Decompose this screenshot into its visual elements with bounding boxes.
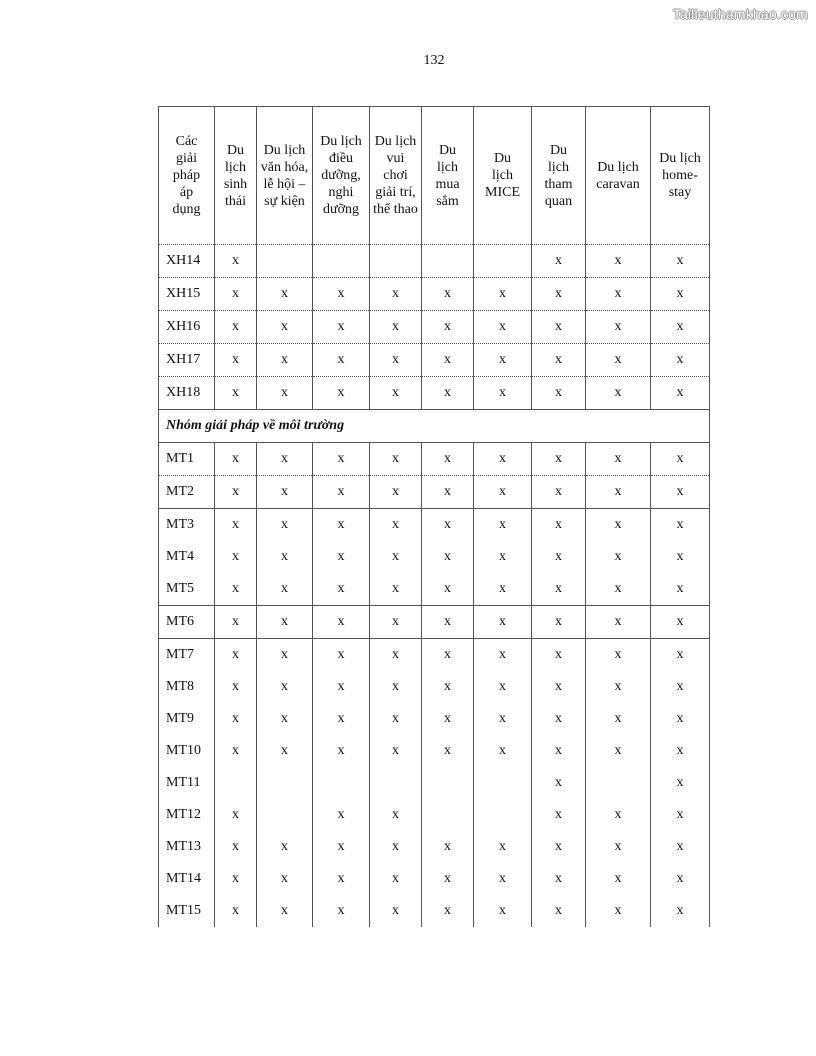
mark-cell: x (532, 703, 586, 735)
mark-cell: x (532, 311, 586, 344)
mark-cell: x (586, 541, 651, 573)
mark-cell: x (586, 799, 651, 831)
mark-cell: x (257, 671, 313, 703)
mark-cell: x (257, 541, 313, 573)
mark-cell: x (532, 606, 586, 639)
mark-cell (370, 767, 422, 799)
mark-cell: x (586, 443, 651, 476)
mark-cell: x (313, 895, 370, 927)
mark-cell: x (215, 377, 257, 410)
mark-cell: x (215, 541, 257, 573)
mark-cell: x (215, 735, 257, 767)
mark-cell: x (651, 573, 710, 606)
mark-cell (370, 245, 422, 278)
group-title: Nhóm giải pháp về môi trường (159, 410, 710, 443)
mark-cell: x (586, 895, 651, 927)
mark-cell: x (215, 443, 257, 476)
table-row (159, 509, 710, 542)
mark-cell: x (586, 509, 651, 542)
mark-cell: x (257, 476, 313, 509)
mark-cell: x (422, 671, 474, 703)
table-row (159, 443, 710, 476)
mark-cell: x (370, 377, 422, 410)
mark-cell: x (215, 639, 257, 672)
mark-cell: x (422, 639, 474, 672)
mark-cell: x (370, 895, 422, 927)
mark-cell: x (651, 311, 710, 344)
mark-cell: x (532, 639, 586, 672)
mark-cell: x (586, 573, 651, 606)
mark-cell (313, 767, 370, 799)
header-cell: Các giải pháp áp dụng (159, 107, 215, 245)
mark-cell (422, 767, 474, 799)
mark-cell: x (257, 895, 313, 927)
header-cell: Du lịch văn hóa, lễ hội – sự kiện (257, 107, 313, 245)
table-row (159, 799, 710, 831)
mark-cell: x (586, 671, 651, 703)
mark-cell: x (422, 863, 474, 895)
mark-cell: x (532, 831, 586, 863)
row-code: MT10 (159, 735, 215, 767)
mark-cell: x (422, 831, 474, 863)
mark-cell: x (370, 344, 422, 377)
table-row (159, 831, 710, 863)
mark-cell (422, 245, 474, 278)
mark-cell: x (651, 245, 710, 278)
mark-cell: x (257, 443, 313, 476)
mark-cell: x (651, 767, 710, 799)
mark-cell: x (532, 573, 586, 606)
table-row (159, 245, 710, 278)
mark-cell: x (474, 863, 532, 895)
mark-cell: x (422, 311, 474, 344)
mark-cell: x (422, 344, 474, 377)
mark-cell: x (215, 606, 257, 639)
mark-cell: x (532, 344, 586, 377)
row-code: MT14 (159, 863, 215, 895)
mark-cell: x (313, 606, 370, 639)
mark-cell: x (257, 311, 313, 344)
mark-cell: x (474, 476, 532, 509)
mark-cell: x (370, 278, 422, 311)
page-number: 132 (423, 53, 445, 68)
mark-cell: x (215, 831, 257, 863)
row-code: MT6 (159, 606, 215, 639)
mark-cell: x (651, 476, 710, 509)
mark-cell: x (474, 344, 532, 377)
mark-cell: x (586, 377, 651, 410)
mark-cell: x (474, 443, 532, 476)
mark-cell: x (586, 245, 651, 278)
mark-cell (257, 245, 313, 278)
table-row (159, 476, 710, 509)
row-code: MT5 (159, 573, 215, 606)
mark-cell: x (651, 831, 710, 863)
table-body-social (159, 245, 710, 410)
header-cell: Du lịch mua sắm (422, 107, 474, 245)
mark-cell (474, 767, 532, 799)
mark-cell: x (257, 735, 313, 767)
mark-cell: x (422, 278, 474, 311)
mark-cell: x (313, 573, 370, 606)
mark-cell: x (532, 767, 586, 799)
mark-cell: x (474, 831, 532, 863)
mark-cell (257, 799, 313, 831)
mark-cell: x (422, 443, 474, 476)
mark-cell: x (651, 799, 710, 831)
header-cell: Du lịch caravan (586, 107, 651, 245)
mark-cell (257, 767, 313, 799)
mark-cell (474, 245, 532, 278)
mark-cell: x (313, 831, 370, 863)
mark-cell: x (257, 703, 313, 735)
mark-cell: x (586, 476, 651, 509)
mark-cell: x (313, 671, 370, 703)
mark-cell: x (651, 509, 710, 542)
mark-cell: x (257, 573, 313, 606)
mark-cell: x (532, 735, 586, 767)
mark-cell: x (257, 606, 313, 639)
mark-cell: x (532, 895, 586, 927)
mark-cell: x (474, 606, 532, 639)
mark-cell: x (422, 541, 474, 573)
mark-cell: x (474, 377, 532, 410)
mark-cell: x (586, 278, 651, 311)
row-code: MT2 (159, 476, 215, 509)
mark-cell: x (257, 509, 313, 542)
mark-cell: x (313, 639, 370, 672)
mark-cell: x (651, 278, 710, 311)
mark-cell: x (532, 278, 586, 311)
table-row (159, 735, 710, 767)
mark-cell: x (215, 245, 257, 278)
mark-cell: x (422, 476, 474, 509)
row-code: MT8 (159, 671, 215, 703)
row-code: XH15 (159, 278, 215, 311)
table-row (159, 573, 710, 606)
row-code: MT3 (159, 509, 215, 542)
mark-cell: x (370, 606, 422, 639)
mark-cell: x (257, 831, 313, 863)
mark-cell: x (370, 735, 422, 767)
mark-cell: x (651, 606, 710, 639)
group-section (159, 410, 710, 443)
mark-cell: x (215, 863, 257, 895)
mark-cell: x (215, 895, 257, 927)
header-cell: Du lịch MICE (474, 107, 532, 245)
mark-cell: x (474, 895, 532, 927)
mark-cell: x (532, 443, 586, 476)
mark-cell: x (313, 703, 370, 735)
mark-cell: x (586, 703, 651, 735)
row-code: XH16 (159, 311, 215, 344)
mark-cell (215, 767, 257, 799)
mark-cell: x (215, 311, 257, 344)
mark-cell: x (215, 278, 257, 311)
mark-cell: x (370, 573, 422, 606)
mark-cell: x (651, 344, 710, 377)
mark-cell: x (532, 245, 586, 278)
mark-cell: x (651, 703, 710, 735)
mark-cell: x (215, 573, 257, 606)
mark-cell: x (422, 377, 474, 410)
mark-cell: x (313, 799, 370, 831)
mark-cell: x (257, 278, 313, 311)
mark-cell: x (474, 509, 532, 542)
mark-cell: x (313, 278, 370, 311)
row-code: XH18 (159, 377, 215, 410)
table-row (159, 311, 710, 344)
mark-cell: x (651, 541, 710, 573)
mark-cell: x (532, 541, 586, 573)
mark-cell: x (586, 606, 651, 639)
mark-cell: x (474, 311, 532, 344)
mark-cell: x (257, 863, 313, 895)
table-row (159, 671, 710, 703)
mark-cell: x (215, 344, 257, 377)
mark-cell: x (586, 831, 651, 863)
mark-cell: x (313, 863, 370, 895)
mark-cell: x (215, 799, 257, 831)
mark-cell: x (422, 606, 474, 639)
mark-cell: x (257, 344, 313, 377)
table-row (159, 703, 710, 735)
mark-cell: x (313, 311, 370, 344)
mark-cell: x (532, 671, 586, 703)
mark-cell: x (313, 344, 370, 377)
mark-cell: x (370, 541, 422, 573)
mark-cell: x (474, 703, 532, 735)
row-code: MT13 (159, 831, 215, 863)
table-row (159, 344, 710, 377)
header-row (159, 107, 710, 245)
mark-cell: x (651, 377, 710, 410)
mark-cell: x (651, 443, 710, 476)
table-row (159, 278, 710, 311)
table-row (159, 895, 710, 927)
header-cell: Du lịch sinh thái (215, 107, 257, 245)
mark-cell: x (474, 671, 532, 703)
mark-cell: x (313, 377, 370, 410)
mark-cell: x (370, 443, 422, 476)
mark-cell: x (422, 895, 474, 927)
mark-cell: x (215, 703, 257, 735)
mark-cell: x (313, 509, 370, 542)
mark-cell: x (313, 541, 370, 573)
mark-cell (313, 245, 370, 278)
mark-cell: x (651, 639, 710, 672)
mark-cell: x (474, 541, 532, 573)
watermark: Tailieuthamkhao.com (672, 6, 808, 22)
row-code: MT9 (159, 703, 215, 735)
mark-cell: x (474, 278, 532, 311)
mark-cell: x (586, 639, 651, 672)
row-code: XH14 (159, 245, 215, 278)
mark-cell: x (370, 671, 422, 703)
mark-cell: x (313, 443, 370, 476)
mark-cell (422, 799, 474, 831)
table-row (159, 377, 710, 410)
mark-cell: x (370, 799, 422, 831)
mark-cell: x (313, 476, 370, 509)
mark-cell: x (474, 639, 532, 672)
mark-cell (474, 799, 532, 831)
mark-cell: x (422, 703, 474, 735)
mark-cell: x (370, 639, 422, 672)
row-code: MT1 (159, 443, 215, 476)
mark-cell: x (474, 573, 532, 606)
header-cell: Du lịch điều dưỡng, nghi dưỡng (313, 107, 370, 245)
table-row (159, 639, 710, 672)
mark-cell: x (586, 735, 651, 767)
mark-cell: x (532, 863, 586, 895)
table-row (159, 541, 710, 573)
mark-cell: x (474, 735, 532, 767)
mark-cell: x (651, 735, 710, 767)
mark-cell: x (370, 476, 422, 509)
mark-cell: x (651, 863, 710, 895)
header-cell: Du lịch home-stay (651, 107, 710, 245)
mark-cell: x (370, 703, 422, 735)
mark-cell: x (586, 311, 651, 344)
mark-cell: x (257, 639, 313, 672)
mark-cell: x (422, 573, 474, 606)
mark-cell: x (532, 476, 586, 509)
mark-cell: x (370, 509, 422, 542)
mark-cell: x (422, 509, 474, 542)
mark-cell: x (532, 377, 586, 410)
mark-cell: x (586, 863, 651, 895)
header-cell: Du lịch tham quan (532, 107, 586, 245)
mark-cell: x (651, 895, 710, 927)
table-row (159, 863, 710, 895)
mark-cell: x (313, 735, 370, 767)
row-code: MT12 (159, 799, 215, 831)
row-code: MT4 (159, 541, 215, 573)
mark-cell: x (370, 311, 422, 344)
mark-cell: x (532, 799, 586, 831)
row-code: XH17 (159, 344, 215, 377)
table-row (159, 767, 710, 799)
row-code: MT7 (159, 639, 215, 672)
mark-cell: x (651, 671, 710, 703)
row-code: MT11 (159, 767, 215, 799)
row-code: MT15 (159, 895, 215, 927)
mark-cell: x (257, 377, 313, 410)
mark-cell: x (215, 671, 257, 703)
mark-cell: x (370, 831, 422, 863)
table-body-environment (159, 443, 710, 928)
mark-cell (586, 767, 651, 799)
mark-cell: x (422, 735, 474, 767)
header-cell: Du lịch vui chơi giải trí, thể thao (370, 107, 422, 245)
table-row (159, 606, 710, 639)
mark-cell: x (215, 476, 257, 509)
mark-cell: x (370, 863, 422, 895)
mark-cell: x (215, 509, 257, 542)
solutions-table (158, 106, 710, 927)
mark-cell: x (586, 344, 651, 377)
mark-cell: x (532, 509, 586, 542)
